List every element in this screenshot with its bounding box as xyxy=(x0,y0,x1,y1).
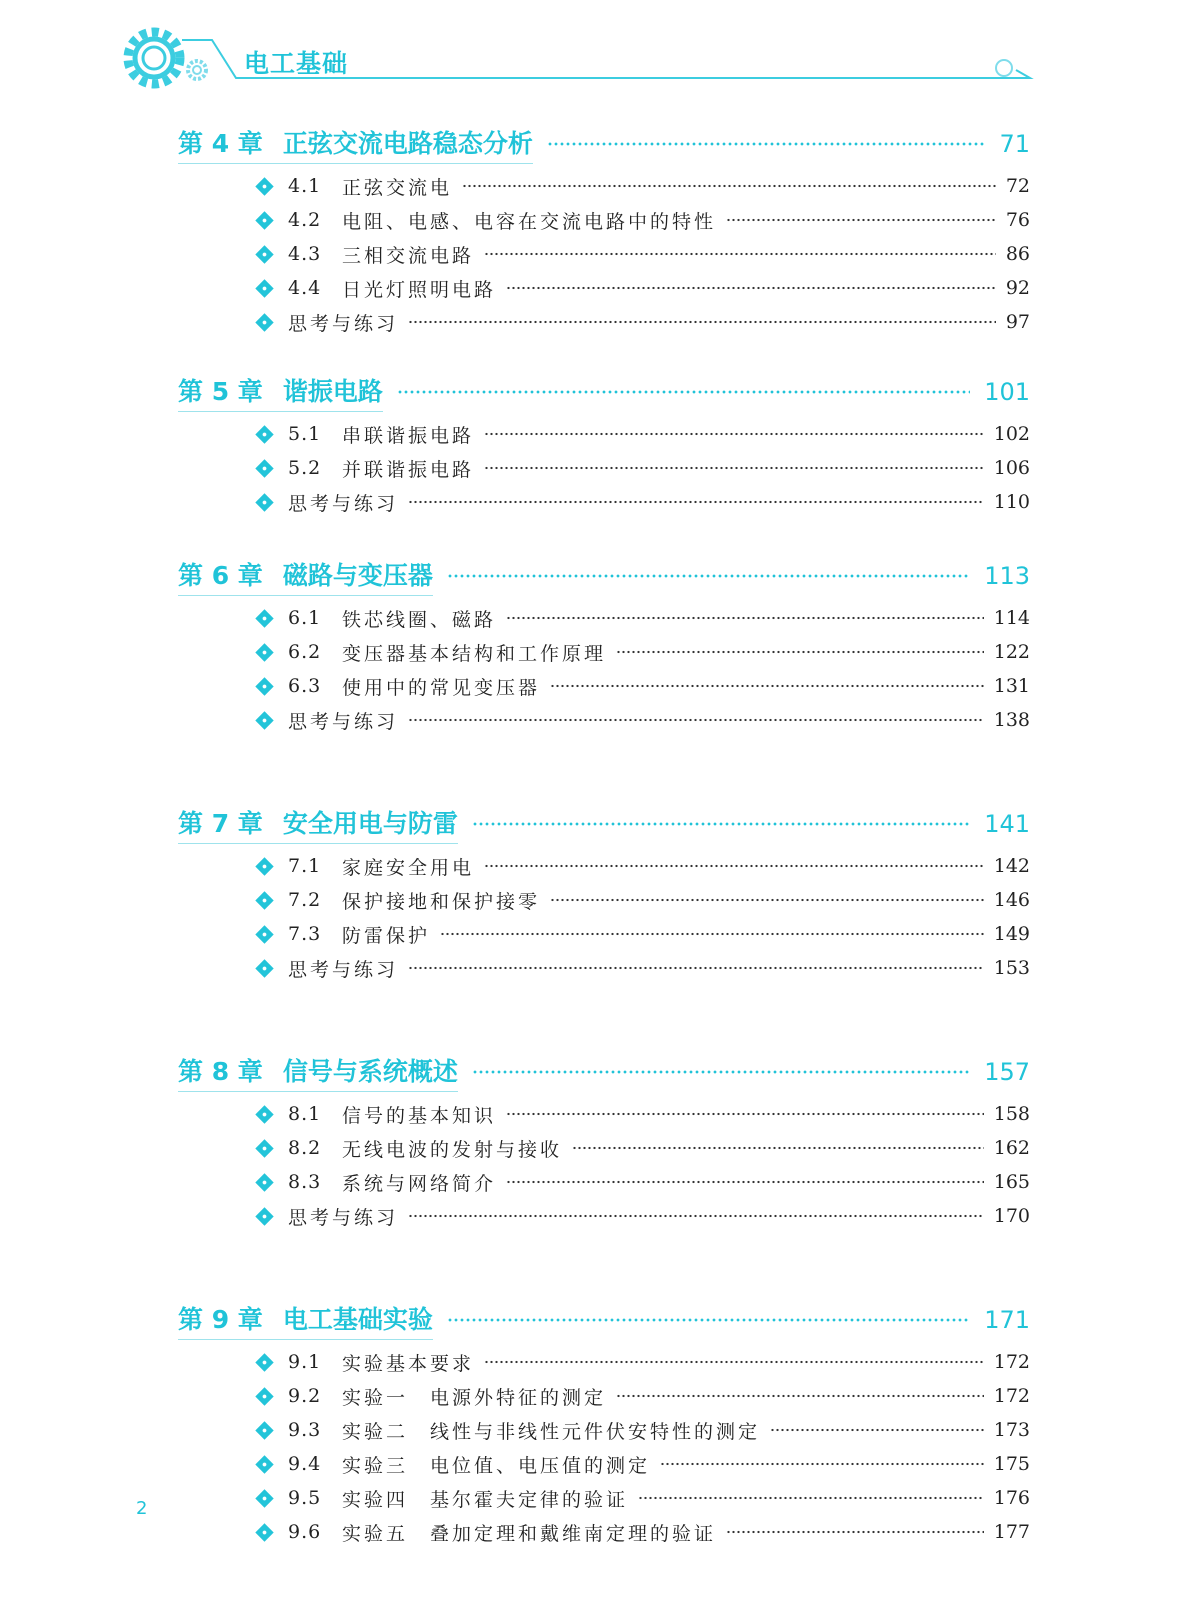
diamond-bullet-icon xyxy=(255,1455,273,1473)
section-title: 实验三 电位值、电压值的测定 xyxy=(342,1454,651,1477)
dot-leader xyxy=(472,822,970,826)
section-page-number: 76 xyxy=(1005,209,1030,231)
section-list xyxy=(256,169,1030,339)
section-title: 三相交流电路 xyxy=(342,244,475,267)
section-title: 思考与练习 xyxy=(288,312,399,335)
section-title: 实验一 电源外特征的测定 xyxy=(342,1386,607,1409)
section-page-number: 153 xyxy=(993,957,1030,979)
dot-leader xyxy=(484,466,984,470)
dot-leader xyxy=(397,390,970,394)
chapter-title: 磁路与变压器 xyxy=(282,561,433,590)
section-page-number: 114 xyxy=(993,607,1030,629)
section-entry[interactable] xyxy=(256,1165,1030,1199)
section-entry[interactable] xyxy=(256,305,1030,339)
chapter-number: 第 4 章 xyxy=(178,129,263,158)
section-title: 电阻、电感、电容在交流电路中的特性 xyxy=(342,210,717,233)
dot-leader xyxy=(550,898,984,902)
diamond-bullet-icon xyxy=(255,609,273,627)
section-page-number: 97 xyxy=(1005,311,1030,333)
diamond-bullet-icon xyxy=(255,857,273,875)
diamond-bullet-icon xyxy=(255,711,273,729)
section-title: 防雷保护 xyxy=(342,924,431,947)
section-page-number: 149 xyxy=(993,923,1030,945)
section-number: 4.1 xyxy=(288,175,322,197)
section-number: 7.1 xyxy=(288,855,322,877)
section-number: 7.3 xyxy=(288,923,322,945)
diamond-bullet-icon xyxy=(255,959,273,977)
gear-icon xyxy=(128,32,180,84)
section-title: 无线电波的发射与接收 xyxy=(342,1138,563,1161)
section-number: 6.3 xyxy=(288,675,322,697)
dot-leader xyxy=(616,1394,984,1398)
diamond-bullet-icon xyxy=(255,1139,273,1157)
section-page-number: 106 xyxy=(993,457,1030,479)
dot-leader xyxy=(638,1496,984,1500)
section-title: 思考与练习 xyxy=(288,958,399,981)
chapter-block xyxy=(0,1040,1178,1288)
chapter-entry[interactable] xyxy=(178,802,1030,846)
section-entry[interactable] xyxy=(256,1199,1030,1233)
section-number: 6.1 xyxy=(288,607,322,629)
section-entry[interactable] xyxy=(256,669,1030,703)
section-page-number: 170 xyxy=(993,1205,1030,1227)
section-page-number: 72 xyxy=(1005,175,1030,197)
section-number: 5.2 xyxy=(288,457,322,479)
section-entry[interactable] xyxy=(256,1379,1030,1413)
dot-leader xyxy=(550,684,984,688)
diamond-bullet-icon xyxy=(255,1523,273,1541)
section-title: 日光灯照明电路 xyxy=(342,278,497,301)
section-title: 使用中的常见变压器 xyxy=(342,676,541,699)
section-entry[interactable] xyxy=(256,951,1030,985)
section-number: 9.1 xyxy=(288,1351,322,1373)
section-title: 系统与网络简介 xyxy=(342,1172,497,1195)
chapter-page-number: 171 xyxy=(984,1306,1030,1334)
section-title: 实验基本要求 xyxy=(342,1352,475,1375)
dot-leader xyxy=(408,966,984,970)
section-entry[interactable] xyxy=(256,1515,1030,1549)
header-end-ornament xyxy=(996,60,1012,76)
dot-leader xyxy=(408,500,984,504)
dot-leader xyxy=(506,616,984,620)
diamond-bullet-icon xyxy=(255,1489,273,1507)
chapter-title: 谐振电路 xyxy=(282,377,383,406)
diamond-bullet-icon xyxy=(255,643,273,661)
page-number: 2 xyxy=(136,1498,148,1519)
dot-leader xyxy=(484,252,996,256)
diamond-bullet-icon xyxy=(255,279,273,297)
table-of-contents xyxy=(0,112,1178,1545)
dot-leader xyxy=(572,1146,984,1150)
chapter-block xyxy=(0,112,1178,360)
section-list xyxy=(256,1097,1030,1233)
section-page-number: 165 xyxy=(993,1171,1030,1193)
chapter-block xyxy=(0,544,1178,792)
chapter-entry[interactable] xyxy=(178,370,1030,414)
section-entry[interactable] xyxy=(256,271,1030,305)
section-entry[interactable] xyxy=(256,601,1030,635)
section-number: 9.5 xyxy=(288,1487,322,1509)
dot-leader xyxy=(484,1360,984,1364)
chapter-page-number: 157 xyxy=(984,1058,1030,1086)
section-page-number: 172 xyxy=(993,1385,1030,1407)
chapter-heading xyxy=(178,1300,433,1340)
section-entry[interactable] xyxy=(256,417,1030,451)
chapter-title: 正弦交流电路稳态分析 xyxy=(282,129,533,158)
section-entry[interactable] xyxy=(256,1413,1030,1447)
section-title: 变压器基本结构和工作原理 xyxy=(342,642,607,665)
section-title: 思考与练习 xyxy=(288,710,399,733)
section-title: 实验五 叠加定理和戴维南定理的验证 xyxy=(342,1522,717,1545)
dot-leader xyxy=(506,1180,984,1184)
chapter-number: 第 7 章 xyxy=(178,809,263,838)
diamond-bullet-icon xyxy=(255,177,273,195)
section-entry[interactable] xyxy=(256,1447,1030,1481)
section-title: 信号的基本知识 xyxy=(342,1104,497,1127)
diamond-bullet-icon xyxy=(255,1173,273,1191)
diamond-bullet-icon xyxy=(255,1207,273,1225)
section-page-number: 138 xyxy=(993,709,1030,731)
diamond-bullet-icon xyxy=(255,493,273,511)
section-entry[interactable] xyxy=(256,203,1030,237)
section-entry[interactable] xyxy=(256,1131,1030,1165)
diamond-bullet-icon xyxy=(255,245,273,263)
section-page-number: 86 xyxy=(1005,243,1030,265)
diamond-bullet-icon xyxy=(255,1421,273,1439)
diamond-bullet-icon xyxy=(255,1105,273,1123)
section-entry[interactable] xyxy=(256,1345,1030,1379)
chapter-page-number: 141 xyxy=(984,810,1030,838)
section-number: 9.6 xyxy=(288,1521,322,1543)
diamond-bullet-icon xyxy=(255,459,273,477)
section-entry[interactable] xyxy=(256,635,1030,669)
section-page-number: 162 xyxy=(993,1137,1030,1159)
diamond-bullet-icon xyxy=(255,1387,273,1405)
dot-leader xyxy=(616,650,984,654)
section-entry[interactable] xyxy=(256,485,1030,519)
section-page-number: 177 xyxy=(993,1521,1030,1543)
small-gear-icon xyxy=(188,61,206,79)
section-page-number: 146 xyxy=(993,889,1030,911)
diamond-bullet-icon xyxy=(255,891,273,909)
section-title: 正弦交流电 xyxy=(342,176,453,199)
chapter-block xyxy=(0,792,1178,1040)
dot-leader xyxy=(506,286,996,290)
chapter-number: 第 8 章 xyxy=(178,1057,263,1086)
section-number: 8.2 xyxy=(288,1137,322,1159)
section-entry[interactable] xyxy=(256,917,1030,951)
chapter-block xyxy=(0,360,1178,544)
chapter-heading xyxy=(178,804,458,844)
section-number: 7.2 xyxy=(288,889,322,911)
section-title: 家庭安全用电 xyxy=(342,856,475,879)
section-number: 5.1 xyxy=(288,423,322,445)
section-page-number: 110 xyxy=(993,491,1030,513)
section-page-number: 158 xyxy=(993,1103,1030,1125)
chapter-title: 电工基础实验 xyxy=(282,1305,433,1334)
section-title: 串联谐振电路 xyxy=(342,424,475,447)
chapter-number: 第 9 章 xyxy=(178,1305,263,1334)
dot-leader xyxy=(726,218,996,222)
chapter-heading xyxy=(178,1052,458,1092)
chapter-page-number: 113 xyxy=(984,562,1030,590)
header-decoration xyxy=(0,0,1178,110)
section-number: 8.1 xyxy=(288,1103,322,1125)
chapter-number: 第 6 章 xyxy=(178,561,263,590)
section-title: 保护接地和保护接零 xyxy=(342,890,541,913)
chapter-entry[interactable] xyxy=(178,1298,1030,1342)
diamond-bullet-icon xyxy=(255,211,273,229)
dot-leader xyxy=(660,1462,984,1466)
section-title: 铁芯线圈、磁路 xyxy=(342,608,497,631)
section-entry[interactable] xyxy=(256,703,1030,737)
section-entry[interactable] xyxy=(256,883,1030,917)
dot-leader xyxy=(472,1070,970,1074)
dot-leader xyxy=(506,1112,984,1116)
section-page-number: 102 xyxy=(993,423,1030,445)
section-title: 思考与练习 xyxy=(288,492,399,515)
diamond-bullet-icon xyxy=(255,425,273,443)
dot-leader xyxy=(484,864,984,868)
dot-leader xyxy=(770,1428,984,1432)
chapter-block xyxy=(0,1288,1178,1545)
dot-leader xyxy=(462,184,996,188)
section-number: 4.3 xyxy=(288,243,322,265)
page-header xyxy=(0,0,1178,110)
section-number: 9.2 xyxy=(288,1385,322,1407)
dot-leader xyxy=(726,1530,984,1534)
dot-leader xyxy=(547,142,986,146)
dot-leader xyxy=(484,432,984,436)
chapter-title: 安全用电与防雷 xyxy=(282,809,458,838)
chapter-heading xyxy=(178,372,383,412)
section-list xyxy=(256,601,1030,737)
dot-leader xyxy=(408,320,996,324)
section-list xyxy=(256,417,1030,519)
section-number: 9.3 xyxy=(288,1419,322,1441)
section-title: 实验四 基尔霍夫定律的验证 xyxy=(342,1488,629,1511)
section-number: 6.2 xyxy=(288,641,322,663)
diamond-bullet-icon xyxy=(255,1353,273,1371)
dot-leader xyxy=(408,1214,984,1218)
chapter-heading xyxy=(178,124,533,164)
chapter-title: 信号与系统概述 xyxy=(282,1057,458,1086)
section-entry[interactable] xyxy=(256,451,1030,485)
section-page-number: 173 xyxy=(993,1419,1030,1441)
chapter-entry[interactable] xyxy=(178,122,1030,166)
section-entry[interactable] xyxy=(256,1097,1030,1131)
section-title: 思考与练习 xyxy=(288,1206,399,1229)
section-number: 9.4 xyxy=(288,1453,322,1475)
section-title: 并联谐振电路 xyxy=(342,458,475,481)
section-number: 8.3 xyxy=(288,1171,322,1193)
section-entry[interactable] xyxy=(256,1481,1030,1515)
diamond-bullet-icon xyxy=(255,677,273,695)
chapter-entry[interactable] xyxy=(178,554,1030,598)
chapter-page-number: 101 xyxy=(984,378,1030,406)
section-number: 4.2 xyxy=(288,209,322,231)
chapter-heading xyxy=(178,556,433,596)
section-page-number: 92 xyxy=(1005,277,1030,299)
section-entry[interactable] xyxy=(256,849,1030,883)
chapter-entry[interactable] xyxy=(178,1050,1030,1094)
dot-leader xyxy=(447,574,970,578)
section-page-number: 122 xyxy=(993,641,1030,663)
dot-leader xyxy=(408,718,984,722)
section-entry[interactable] xyxy=(256,169,1030,203)
diamond-bullet-icon xyxy=(255,313,273,331)
section-list xyxy=(256,1345,1030,1549)
chapter-page-number: 71 xyxy=(999,130,1030,158)
section-page-number: 131 xyxy=(993,675,1030,697)
section-page-number: 172 xyxy=(993,1351,1030,1373)
book-title: 电工基础 xyxy=(244,49,349,78)
section-page-number: 176 xyxy=(993,1487,1030,1509)
section-list xyxy=(256,849,1030,985)
diamond-bullet-icon xyxy=(255,925,273,943)
section-page-number: 142 xyxy=(993,855,1030,877)
section-title: 实验二 线性与非线性元件伏安特性的测定 xyxy=(342,1420,761,1443)
section-number: 4.4 xyxy=(288,277,322,299)
chapter-number: 第 5 章 xyxy=(178,377,263,406)
dot-leader xyxy=(447,1318,970,1322)
section-entry[interactable] xyxy=(256,237,1030,271)
section-page-number: 175 xyxy=(993,1453,1030,1475)
dot-leader xyxy=(440,932,984,936)
